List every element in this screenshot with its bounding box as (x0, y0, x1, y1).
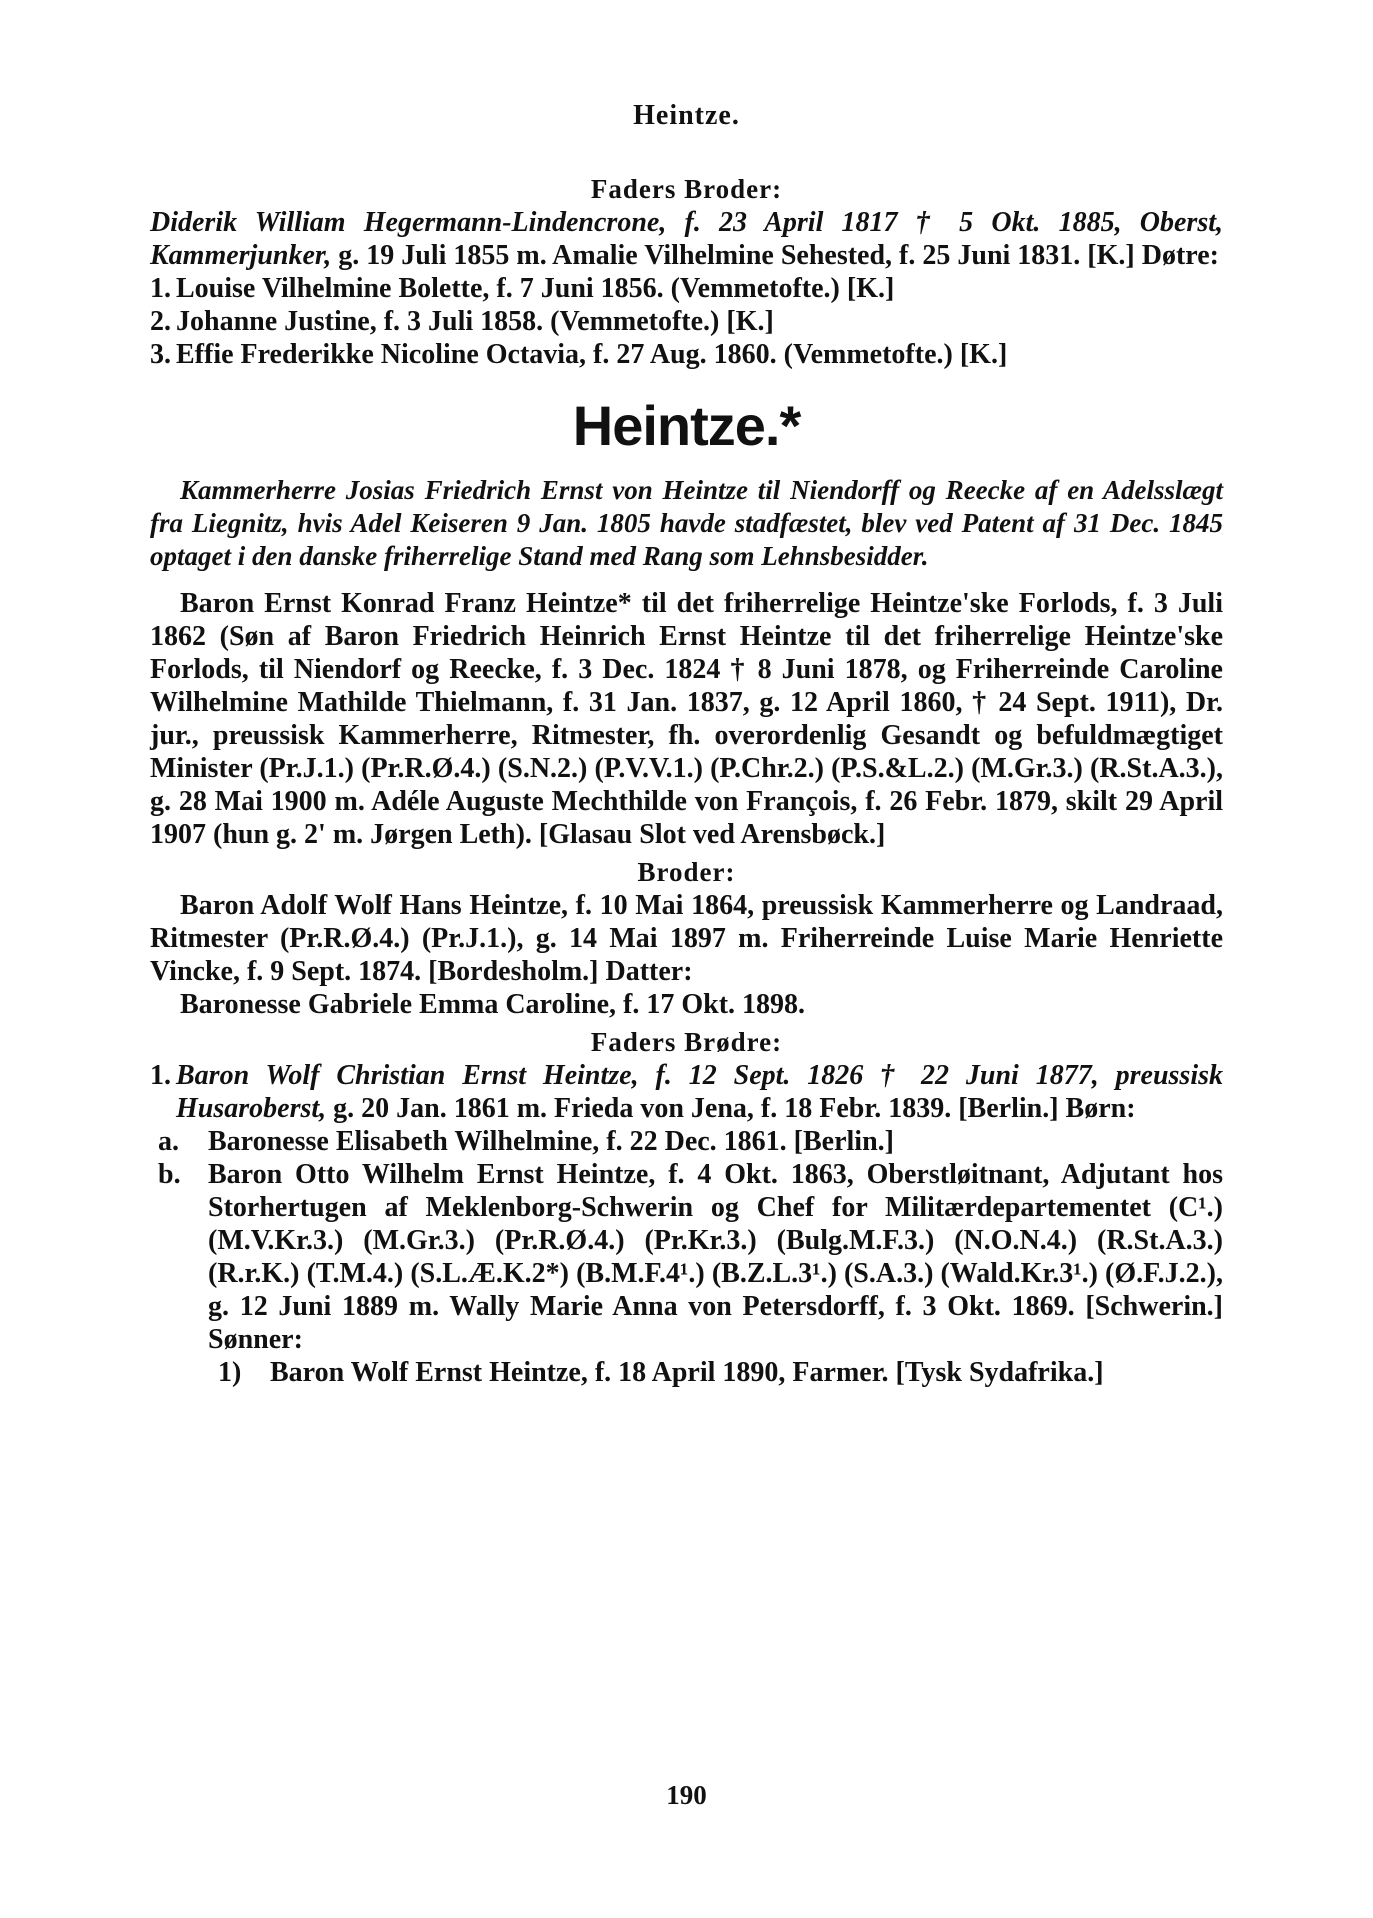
daughter-text: Louise Vilhelmine Bolette, f. 7 Juni 1856. (Vemmetofte.) [K.] (176, 273, 895, 304)
family-introduction: Kammerherre Josias Friedrich Ernst von Heintze til Niendorff og Reecke af en Adelsslægt fra Liegnitz, hvis Adel Keiseren 9 Jan. 1805 havde stadfæstet, blev ved Patent af 31 Dec. 1845 optaget i den danske friherrelige Stand med Rang som Lehnsbesidder. (150, 475, 1223, 571)
page-number: 190 (666, 1780, 707, 1810)
section-heading-broder: Broder: (637, 857, 736, 887)
child-text: Baronesse Elisabeth Wilhelmine, f. 22 Dec. 1861. [Berlin.] (208, 1126, 894, 1157)
daughter-item (150, 272, 1223, 305)
child-text: Baron Otto Wilhelm Ernst Heintze, f. 4 Okt. 1863, Oberstløitnant, Adjutant hos Storhertugen af Meklenborg-Schwerin og Chef for Militærdepartementet (C¹.) (M.V.Kr.3.) (M.Gr.3.) (Pr.R.Ø.4.) (Pr.Kr.3.) (Bulg.M.F.3.) (N.O.N.4.) (R.St.A.3.) (R.r.K.) (T.M.4.) (S.L.Æ.K.2*) (B.M.F.4¹.) (B.Z.L.3¹.) (S.A.3.) (Wald.Kr.3¹.) (Ø.F.J.2.), g. 12 Juni 1889 m. Wally Marie Anna von Petersdorff, f. 3 Okt. 1869. [Schwerin.] Sønner: (208, 1159, 1223, 1355)
daughter-number: 2. (150, 306, 171, 337)
running-header: Heintze. (633, 100, 740, 131)
uncle-name-italic: Diderik William Hegermann-Lindencrone, f. 23 April 1817 † 5 Okt. 1885, Oberst, Kammerjunker, (150, 207, 1223, 271)
father-brother-entry (150, 1059, 1223, 1125)
son-text: Baron Wolf Ernst Heintze, f. 18 April 1890, Farmer. [Tysk Sydafrika.] (270, 1357, 1104, 1388)
brother-entry: Baron Adolf Wolf Hans Heintze, f. 10 Mai 1864, preussisk Kammerherre og Landraad, Ritmester (Pr.R.Ø.4.) (Pr.J.1.), g. 14 Mai 1897 m. Friherreinde Luise Marie Henriette Vincke, f. 9 Sept. 1874. [Bordesholm.] Datter: (150, 890, 1223, 987)
daughter-text: Effie Frederikke Nicoline Octavia, f. 27 Aug. 1860. (Vemmetofte.) [K.] (176, 339, 1008, 370)
main-entry: Baron Ernst Konrad Franz Heintze* til det friherrelige Heintze'ske Forlods, f. 3 Juli 1862 (Søn af Baron Friedrich Heinrich Ernst Heintze til det friherrelige Heintze'ske Forlods, til Niendorf og Reecke, f. 3 Dec. 1824 † 8 Juni 1878, og Friherreinde Caroline Wilhelmine Mathilde Thielmann, f. 31 Jan. 1837, g. 12 April 1860, † 24 Sept. 1911), Dr. jur., preussisk Kammerherre, Ritmester, fh. overordenlig Gesandt og befuldmægtiget Minister (Pr.J.1.) (Pr.R.Ø.4.) (S.N.2.) (P.V.V.1.) (P.Chr.2.) (P.S.&L.2.) (M.Gr.3.) (R.St.A.3.), g. 28 Mai 1900 m. Adéle Auguste Mechthilde von François, f. 26 Febr. 1879, skilt 29 April 1907 (hun g. 2' m. Jørgen Leth). [Glasau Slot ved Arensbøck.] (150, 588, 1223, 850)
child-item (150, 1125, 1223, 1158)
daughter-number: 1. (150, 273, 171, 304)
daughter-number: 3. (150, 339, 171, 370)
daughter-item (150, 338, 1223, 371)
section-heading-faders-broder: Faders Broder: (590, 174, 783, 204)
daughter-text: Johanne Justine, f. 3 Juli 1858. (Vemmetofte.) [K.] (176, 306, 774, 337)
child-letter: b. (158, 1159, 181, 1190)
son-number: 1) (218, 1357, 242, 1388)
daughter-item (150, 305, 1223, 338)
family-title: Heintze.* (572, 394, 801, 457)
uncle-entry (150, 206, 1223, 272)
son-item (150, 1356, 1223, 1389)
heading-text: Faders Brødre: (590, 1027, 783, 1057)
father-brother-name-italic: Baron Wolf Christian Ernst Heintze, f. 12 Sept. 1826 † 22 Juni 1877, preussisk Husaroberst, (176, 1060, 1223, 1124)
child-item (150, 1158, 1223, 1356)
section-heading-faders-brodre (150, 1025, 1223, 1059)
father-brother-text: g. 20 Jan. 1861 m. Frieda von Jena, f. 18 Febr. 1839. [Berlin.] Børn: (326, 1093, 1136, 1124)
child-letter: a. (158, 1126, 179, 1157)
uncle-entry-text: g. 19 Juli 1855 m. Amalie Vilhelmine Sehested, f. 25 Juni 1831. [K.] Døtre: (331, 240, 1219, 271)
brother-daughter: Baronesse Gabriele Emma Caroline, f. 17 Okt. 1898. (180, 989, 806, 1020)
entry-number: 1. (150, 1060, 171, 1091)
